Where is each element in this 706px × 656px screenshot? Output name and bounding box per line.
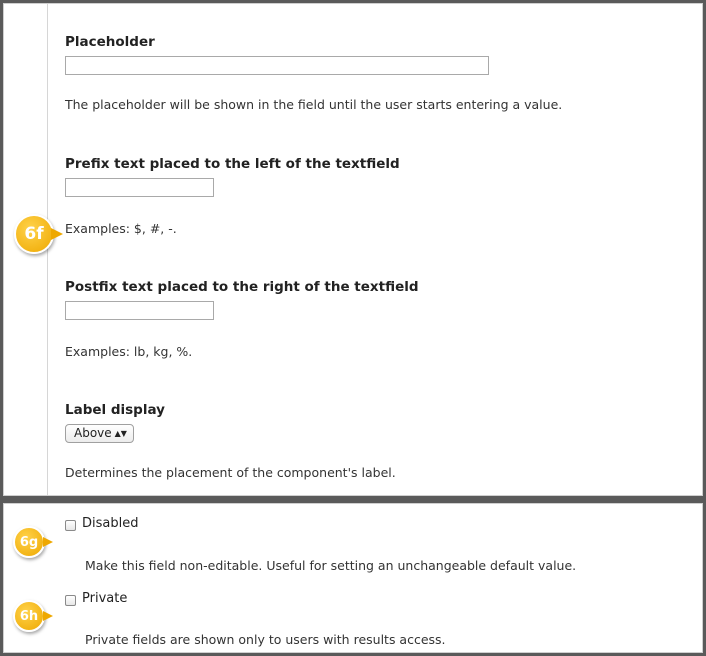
private-label[interactable]: Private: [82, 591, 128, 606]
callout-6f-pointer-icon: [51, 228, 63, 240]
prefix-input[interactable]: [65, 178, 214, 197]
postfix-input[interactable]: [65, 301, 214, 320]
disabled-checkbox[interactable]: [65, 520, 76, 531]
form-settings-panel: [3, 3, 703, 496]
label-display-select[interactable]: [65, 424, 134, 443]
placeholder-input[interactable]: [65, 56, 489, 75]
select-arrows-icon: ▲▼: [114, 429, 127, 438]
label-display-label: Label display: [65, 402, 165, 418]
private-checkbox[interactable]: [65, 595, 76, 606]
field-options-panel: [3, 503, 703, 653]
postfix-description: Examples: lb, kg, %.: [65, 344, 193, 359]
disabled-label[interactable]: Disabled: [82, 516, 139, 531]
placeholder-description: The placeholder will be shown in the field until the user starts entering a value.: [65, 97, 563, 112]
callout-6g-text: 6g: [19, 534, 39, 550]
placeholder-label: Placeholder: [65, 34, 155, 50]
callout-6h-pointer-icon: [43, 611, 53, 621]
private-description: Private fields are shown only to users with results access.: [85, 632, 446, 647]
callout-6h-badge: [13, 600, 45, 632]
label-display-selected: Above: [74, 426, 112, 440]
callout-6f-text: 6f: [24, 224, 44, 244]
callout-6g-badge: [13, 526, 45, 558]
label-display-description: Determines the placement of the component's label.: [65, 465, 396, 480]
prefix-description: Examples: $, #, -.: [65, 221, 177, 236]
callout-6f-badge: [14, 214, 54, 254]
callout-6g-pointer-icon: [43, 537, 53, 547]
callout-6h-text: 6h: [19, 608, 39, 624]
prefix-label: Prefix text placed to the left of the textfield: [65, 156, 400, 172]
left-divider: [47, 4, 48, 495]
postfix-label: Postfix text placed to the right of the textfield: [65, 279, 419, 295]
disabled-description: Make this field non-editable. Useful for setting an unchangeable default value.: [85, 558, 577, 573]
